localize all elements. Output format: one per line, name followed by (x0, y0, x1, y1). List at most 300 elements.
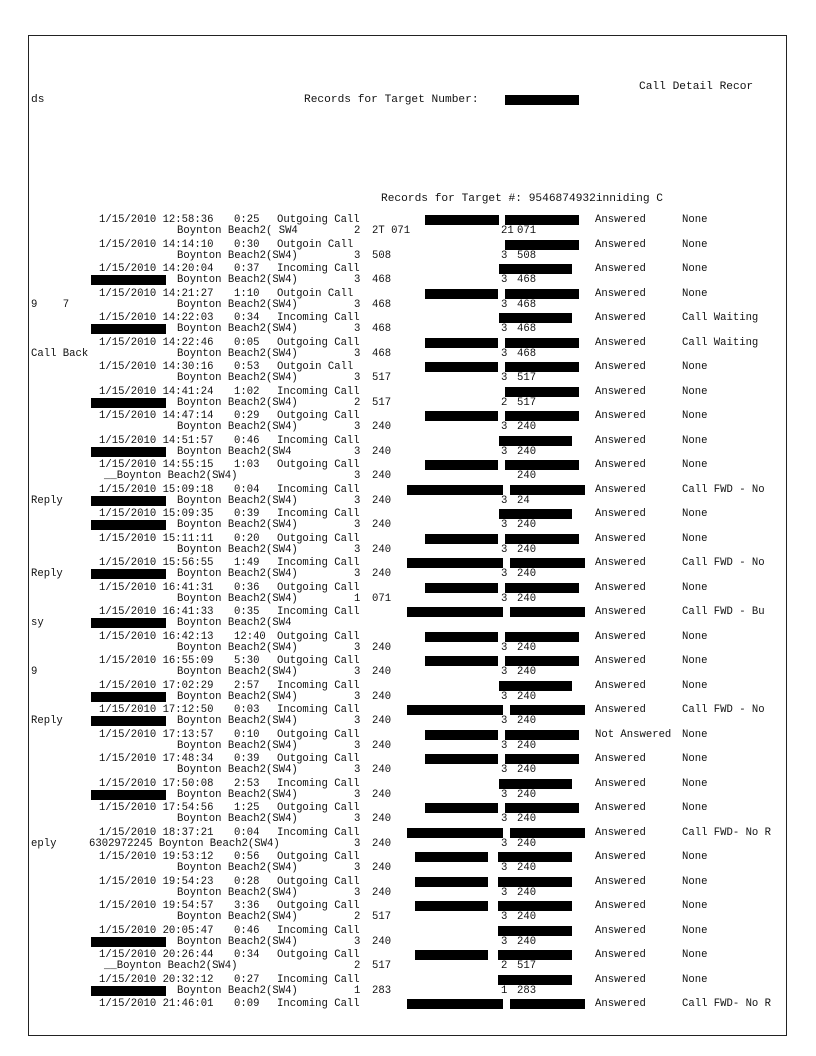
call-record-detail-line (29, 421, 786, 433)
call-status: Answered (595, 263, 646, 275)
sector-code-2: 3 (501, 715, 508, 727)
redaction-bar (498, 852, 572, 862)
sector-code: 2 (354, 911, 361, 923)
call-record-detail-line (29, 519, 786, 531)
call-type: Incoming Call (277, 998, 360, 1010)
sector-code-2: 3 (501, 690, 508, 703)
call-type: Incoming Call (277, 385, 360, 398)
call-status: Answered (595, 924, 646, 937)
redaction-bar (91, 447, 166, 457)
switch-code: 240 (372, 715, 392, 727)
redaction-bar (91, 716, 166, 726)
call-datetime: 1/15/2010 14:47:14 (99, 410, 214, 422)
call-record-detail-line (29, 470, 786, 482)
wrapped-text: 9 7 (31, 298, 70, 311)
call-feature: Call FWD- No R (682, 998, 772, 1010)
call-record-detail-line (29, 985, 786, 997)
call-type: Outgoin Call (277, 287, 354, 300)
call-duration: 0:46 (234, 924, 260, 937)
switch-code-2: 468 (517, 323, 537, 335)
switch-code: 240 (372, 666, 392, 678)
call-feature: Call FWD - No (682, 557, 765, 569)
sector-code: 3 (354, 641, 361, 654)
redaction-bar (415, 901, 488, 911)
redaction-bar (91, 986, 166, 996)
switch-code-2: 240 (517, 666, 537, 678)
call-type: Outgoing Call (277, 214, 360, 226)
switch-code-2: 240 (517, 641, 537, 654)
sector-code-2: 3 (501, 298, 508, 311)
call-record-detail-line (29, 813, 786, 825)
call-status: Answered (595, 973, 646, 986)
call-status: Answered (595, 900, 646, 912)
call-type: Outgoing Call (277, 532, 360, 545)
cell-site-location: __Boynton Beach2(SW4) (104, 960, 238, 972)
switch-code-2: 240 (517, 739, 537, 752)
redaction-bar (91, 569, 166, 579)
switch-code: 240 (372, 690, 392, 703)
call-type: Incoming Call (277, 557, 360, 569)
redaction-bar (91, 692, 166, 702)
call-duration: 0:46 (234, 434, 260, 447)
redaction-bar (505, 387, 579, 397)
redaction-bar (510, 705, 585, 715)
call-record-detail-line (29, 617, 786, 629)
switch-code-2: 468 (517, 298, 537, 311)
wrapped-text: sy (31, 617, 44, 629)
call-type: Incoming Call (277, 483, 360, 496)
cell-site-location: Boynton Beach2(SW4) (177, 347, 298, 360)
call-status: Answered (595, 704, 646, 716)
call-feature: None (682, 900, 708, 912)
sector-code-2: 3 (501, 445, 508, 458)
call-type: Outgoin Call (277, 361, 354, 373)
switch-code: 240 (372, 470, 392, 482)
call-record-detail-line (29, 862, 786, 874)
call-record-detail-line (29, 568, 786, 580)
redaction-bar (425, 411, 498, 421)
call-record-detail-line (29, 348, 786, 360)
call-duration: 0:56 (234, 851, 260, 863)
call-duration: 0:20 (234, 532, 260, 545)
sector-code-2: 3 (501, 592, 508, 605)
call-datetime: 1/15/2010 15:09:18 (99, 483, 214, 496)
call-duration: 0:34 (234, 949, 260, 961)
cell-site-location: Boynton Beach2(SW4) (177, 543, 298, 556)
sector-code: 3 (354, 666, 361, 678)
call-type: Outgoing Call (277, 410, 360, 422)
call-status: Answered (595, 949, 646, 961)
call-feature: Call FWD - No (682, 704, 765, 716)
switch-code-2: 240 (517, 886, 537, 899)
redaction-bar (505, 95, 579, 105)
cell-site-location: Boynton Beach2(SW4) (177, 372, 298, 384)
redaction-bar (498, 877, 572, 887)
call-datetime: 1/15/2010 14:30:16 (99, 361, 214, 373)
sector-code: 3 (354, 347, 361, 360)
call-datetime: 1/15/2010 14:22:03 (99, 312, 214, 324)
redaction-bar (91, 496, 166, 506)
call-feature: None (682, 410, 708, 422)
call-feature: None (682, 851, 708, 863)
call-record-detail-line (29, 397, 786, 409)
call-feature: None (682, 777, 708, 790)
sector-code: 3 (354, 690, 361, 703)
redaction-bar (505, 362, 579, 372)
cell-site-location: Boynton Beach2(SW4) (177, 666, 298, 678)
switch-code: 240 (372, 813, 392, 825)
sector-code-2: 3 (501, 543, 508, 556)
redaction-bar (498, 901, 572, 911)
sector-code-2: 3 (501, 739, 508, 752)
switch-code: 240 (372, 764, 392, 776)
sector-code: 3 (354, 543, 361, 556)
call-duration: 2:53 (234, 777, 260, 790)
call-datetime: 1/15/2010 17:13:57 (99, 728, 214, 741)
switch-code-2: 240 (517, 813, 537, 825)
call-datetime: 1/15/2010 14:41:24 (99, 385, 214, 398)
call-status: Answered (595, 777, 646, 790)
cell-site-location: Boynton Beach2(SW4) (177, 788, 298, 801)
cell-site-location: __Boynton Beach2(SW4) (104, 470, 238, 482)
switch-code: 468 (372, 323, 392, 335)
call-record-detail-line (29, 274, 786, 286)
call-record-detail-line (29, 250, 786, 262)
sector-code: 3 (354, 519, 361, 531)
sector-code-2: 3 (501, 837, 508, 850)
redaction-bar (407, 828, 503, 838)
call-status: Answered (595, 679, 646, 692)
call-duration: 1:10 (234, 287, 260, 300)
call-datetime: 1/15/2010 19:54:57 (99, 900, 214, 912)
sector-code-2: 3 (501, 421, 508, 433)
call-datetime: 1/15/2010 17:12:50 (99, 704, 214, 716)
sector-code: 3 (354, 470, 361, 482)
cell-site-location: 6302972245 Boynton Beach2(SW4) (89, 837, 280, 850)
sector-code-2: 2 (501, 396, 508, 409)
redaction-bar (505, 289, 579, 299)
sector-code: 3 (354, 813, 361, 825)
call-datetime: 1/15/2010 14:51:57 (99, 434, 214, 447)
cell-site-location: Boynton Beach2(SW4) (177, 764, 298, 776)
call-feature: None (682, 753, 708, 765)
switch-code: 517 (372, 960, 392, 972)
redaction-bar (498, 975, 572, 985)
call-type: Incoming Call (277, 263, 360, 275)
call-record-detail-line (29, 593, 786, 605)
cell-site-location: Boynton Beach2(SW4) (177, 568, 298, 580)
redaction-bar (505, 240, 579, 250)
wrapped-text: Reply (31, 494, 63, 507)
sector-code-2: 3 (501, 323, 508, 335)
switch-code: 240 (372, 862, 392, 874)
redaction-bar (505, 730, 579, 740)
switch-code: 517 (372, 372, 392, 384)
cell-site-location: Boynton Beach2(SW4) (177, 739, 298, 752)
call-duration: 0:04 (234, 483, 260, 496)
call-type: Incoming Call (277, 924, 360, 937)
call-duration: 0:30 (234, 238, 260, 251)
call-type: Outgoin Call (277, 238, 354, 251)
call-type: Outgoing Call (277, 900, 360, 912)
redaction-bar (505, 754, 579, 764)
call-duration: 0:35 (234, 606, 260, 618)
call-feature: None (682, 949, 708, 961)
call-record-detail-line (29, 887, 786, 899)
switch-code: 240 (372, 641, 392, 654)
switch-code-2: 240 (517, 788, 537, 801)
call-status: Answered (595, 459, 646, 471)
wrapped-text: Reply (31, 715, 63, 727)
call-type: Outgoing Call (277, 728, 360, 741)
call-record-detail-line (29, 764, 786, 776)
call-duration: 1:49 (234, 557, 260, 569)
cell-site-location: Boynton Beach2(SW4) (177, 396, 298, 409)
call-status: Answered (595, 532, 646, 545)
sector-code-2: 1 (501, 984, 508, 997)
call-record-detail-line (29, 740, 786, 752)
redaction-bar (510, 828, 585, 838)
call-feature: None (682, 508, 708, 520)
call-type: Incoming Call (277, 826, 360, 839)
call-feature: None (682, 802, 708, 814)
sector-code-2: 21 (501, 225, 514, 237)
cell-site-location: Boynton Beach2(SW4) (177, 274, 298, 286)
cell-site-location: Boynton Beach2(SW4) (177, 323, 298, 335)
cell-site-location: Boynton Beach2(SW4) (177, 862, 298, 874)
switch-code: 240 (372, 494, 392, 507)
sector-code-2: 3 (501, 886, 508, 899)
call-record-detail-line (29, 446, 786, 458)
call-record-detail-line (29, 299, 786, 311)
sector-code: 3 (354, 323, 361, 335)
call-status: Answered (595, 508, 646, 520)
redaction-bar (425, 583, 498, 593)
cell-site-location: Boynton Beach2(SW4) (177, 641, 298, 654)
redaction-bar (415, 877, 488, 887)
redaction-bar (425, 460, 498, 470)
call-duration: 0:03 (234, 704, 260, 716)
redaction-bar (425, 803, 498, 813)
call-status: Answered (595, 802, 646, 814)
switch-code: 240 (372, 543, 392, 556)
call-record-detail-line (29, 323, 786, 335)
call-feature: None (682, 238, 708, 251)
switch-code-2: 508 (517, 249, 537, 262)
sector-code: 1 (354, 592, 361, 605)
call-type: Outgoing Call (277, 459, 360, 471)
redaction-bar (510, 999, 585, 1009)
redaction-bar (505, 803, 579, 813)
sector-code: 3 (354, 421, 361, 433)
call-status: Answered (595, 753, 646, 765)
redaction-bar (425, 534, 498, 544)
redaction-bar (425, 338, 498, 348)
call-feature: None (682, 459, 708, 471)
call-type: Incoming Call (277, 704, 360, 716)
switch-code-2: 240 (517, 862, 537, 874)
sector-code-2: 3 (501, 788, 508, 801)
call-type: Outgoing Call (277, 875, 360, 888)
switch-code-2: 240 (517, 543, 537, 556)
wrapped-text: Call Back (31, 347, 89, 360)
call-status: Answered (595, 655, 646, 667)
redaction-bar (425, 754, 498, 764)
call-record-detail-line (29, 544, 786, 556)
call-type: Outgoing Call (277, 336, 360, 349)
sector-code: 3 (354, 935, 361, 948)
call-duration: 3:36 (234, 900, 260, 912)
call-record-detail-line (29, 838, 786, 850)
call-datetime: 1/15/2010 14:22:46 (99, 336, 214, 349)
call-status: Answered (595, 434, 646, 447)
call-datetime: 1/15/2010 14:20:04 (99, 263, 214, 275)
redaction-bar (91, 398, 166, 408)
call-duration: 0:04 (234, 826, 260, 839)
call-datetime: 1/15/2010 17:02:29 (99, 679, 214, 692)
call-feature: None (682, 532, 708, 545)
sector-code: 3 (354, 249, 361, 262)
cell-site-location: Boynton Beach2(SW4) (177, 935, 298, 948)
wrapped-text: eply (31, 837, 57, 850)
call-duration: 1:02 (234, 385, 260, 398)
redaction-bar (505, 460, 579, 470)
call-datetime: 1/15/2010 16:41:33 (99, 606, 214, 618)
redaction-bar (499, 779, 572, 789)
cell-site-location: Boynton Beach2(SW4) (177, 886, 298, 899)
switch-code-2: 240 (517, 911, 537, 923)
sector-code-2: 3 (501, 641, 508, 654)
switch-code: 517 (372, 911, 392, 923)
redaction-bar (91, 275, 166, 285)
switch-code: 240 (372, 519, 392, 531)
sector-code: 3 (354, 886, 361, 899)
call-datetime: 1/15/2010 15:56:55 (99, 557, 214, 569)
sector-code: 3 (354, 568, 361, 580)
redaction-bar (91, 790, 166, 800)
redaction-bar (407, 705, 503, 715)
call-feature: None (682, 263, 708, 275)
call-datetime: 1/15/2010 17:48:34 (99, 753, 214, 765)
cell-site-location: Boynton Beach2(SW4) (177, 813, 298, 825)
switch-code-2: 240 (517, 519, 537, 531)
call-status: Answered (595, 238, 646, 251)
redaction-bar (425, 215, 499, 225)
redaction-bar (407, 558, 503, 568)
switch-code: 240 (372, 568, 392, 580)
call-feature: None (682, 361, 708, 373)
redaction-bar (505, 338, 579, 348)
call-duration: 0:36 (234, 581, 260, 594)
call-status: Answered (595, 851, 646, 863)
call-feature: None (682, 973, 708, 986)
sector-code-2: 3 (501, 519, 508, 531)
call-record-detail-line (29, 960, 786, 972)
call-status: Answered (595, 361, 646, 373)
switch-code: 240 (372, 935, 392, 948)
report-title: Call Detail Recor (639, 81, 754, 93)
redaction-bar (499, 436, 572, 446)
sector-code-2: 3 (501, 372, 508, 384)
call-record-detail-line (29, 789, 786, 801)
call-status: Answered (595, 336, 646, 349)
document-page (28, 35, 787, 1036)
redaction-bar (505, 215, 579, 225)
call-feature: Call FWD - No (682, 483, 765, 496)
switch-code: 468 (372, 298, 392, 311)
switch-code: 508 (372, 249, 392, 262)
sector-code: 3 (354, 715, 361, 727)
cell-site-location: Boynton Beach2(SW4) (177, 494, 298, 507)
redaction-bar (498, 950, 572, 960)
cell-site-location: Boynton Beach2(SW4) (177, 592, 298, 605)
call-datetime: 1/15/2010 15:11:11 (99, 532, 214, 545)
switch-code-2: 283 (517, 984, 537, 997)
call-datetime: 1/15/2010 17:50:08 (99, 777, 214, 790)
call-record-detail-line (29, 911, 786, 923)
call-duration: 12:40 (234, 630, 266, 643)
call-status: Answered (595, 630, 646, 643)
call-status: Answered (595, 214, 646, 226)
call-feature: None (682, 385, 708, 398)
switch-code: 071 (372, 592, 392, 605)
call-feature: None (682, 630, 708, 643)
cell-site-location: Boynton Beach2(SW4) (177, 690, 298, 703)
sector-code-2: 3 (501, 935, 508, 948)
call-datetime: 1/15/2010 14:21:27 (99, 287, 214, 300)
redaction-bar (91, 618, 166, 628)
sector-code-2: 3 (501, 666, 508, 678)
switch-code: 240 (372, 837, 392, 850)
call-feature: None (682, 214, 708, 226)
call-datetime: 1/15/2010 16:41:31 (99, 581, 214, 594)
call-duration: 0:25 (234, 214, 260, 226)
sector-code: 3 (354, 862, 361, 874)
call-duration: 1:25 (234, 802, 260, 814)
call-duration: 0:28 (234, 875, 260, 888)
redaction-bar (425, 362, 498, 372)
switch-code-2: 517 (517, 960, 537, 972)
switch-code-2: 468 (517, 274, 537, 286)
call-status: Answered (595, 312, 646, 324)
call-datetime: 1/15/2010 17:54:56 (99, 802, 214, 814)
call-feature: None (682, 679, 708, 692)
switch-code-2: 240 (517, 935, 537, 948)
redaction-bar (505, 632, 579, 642)
call-status: Answered (595, 875, 646, 888)
call-datetime: 1/15/2010 19:53:12 (99, 851, 214, 863)
redaction-bar (407, 999, 503, 1009)
call-record-detail-line (29, 1009, 786, 1021)
sector-code-2: 3 (501, 862, 508, 874)
call-datetime: 1/15/2010 14:55:15 (99, 459, 214, 471)
sector-code: 3 (354, 372, 361, 384)
call-feature: Call Waiting (682, 336, 759, 349)
call-type: Outgoing Call (277, 581, 360, 594)
sector-code-2: 3 (501, 764, 508, 776)
redaction-bar (91, 520, 166, 530)
switch-code: 283 (372, 984, 392, 997)
call-type: Incoming Call (277, 312, 360, 324)
switch-code-2: 240 (517, 764, 537, 776)
call-duration: 0:10 (234, 728, 260, 741)
cell-site-location: Boynton Beach2(SW4 (177, 445, 292, 458)
call-type: Outgoing Call (277, 851, 360, 863)
sector-code-2: 3 (501, 911, 508, 923)
call-status: Answered (595, 826, 646, 839)
call-type: Incoming Call (277, 508, 360, 520)
redaction-bar (499, 313, 572, 323)
